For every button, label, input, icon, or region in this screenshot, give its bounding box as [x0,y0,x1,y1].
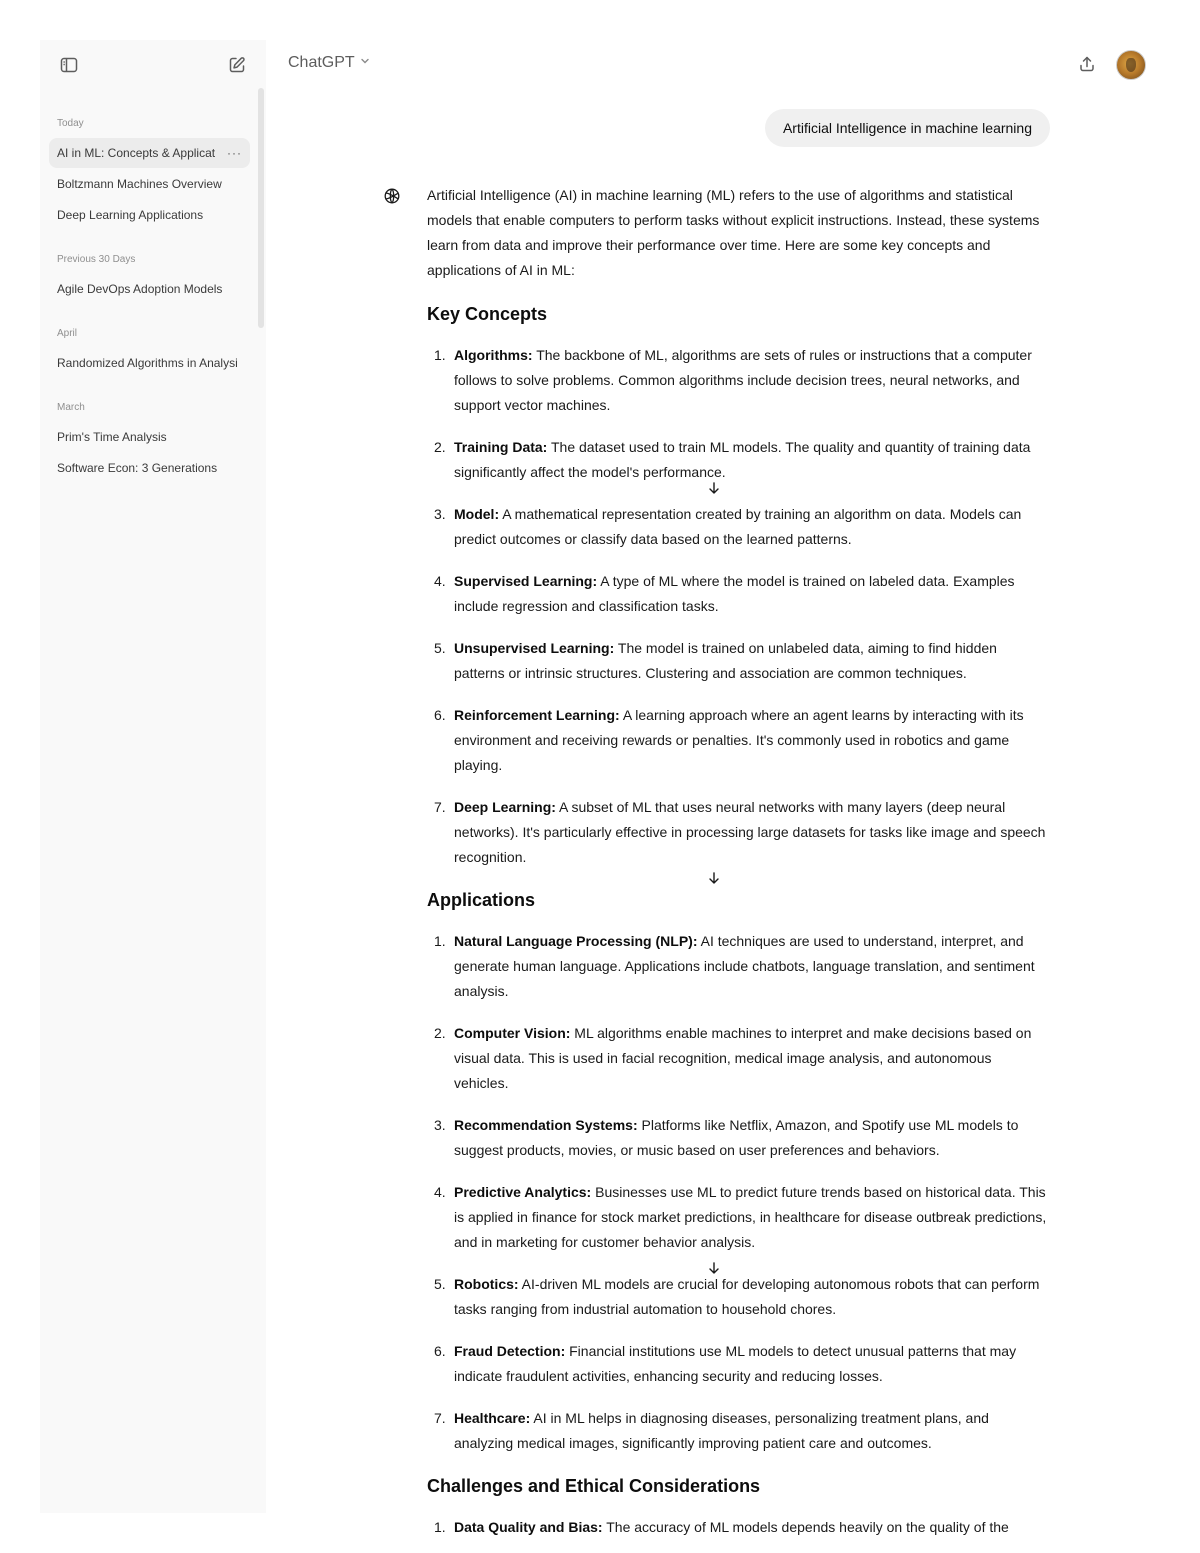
share-icon[interactable] [1076,53,1098,75]
list-number: 5. [434,640,446,656]
chevron-down-icon [359,54,371,72]
list-item [427,569,1047,619]
challenges-list [427,1515,1047,1540]
list-item [427,1021,1047,1096]
list-text: Platforms like Netflix, Amazon, and Spotify use ML models to suggest products, movies, or music based on user preferences and behaviors. [454,1117,1019,1158]
history-item-label: Prim's Time Analysis [57,430,167,444]
list-item [427,435,1047,485]
list-number: 1. [434,933,446,949]
list-term: Deep Learning: [454,799,556,815]
answer-intro: Artificial Intelligence (AI) in machine learning (ML) refers to the use of algorithms and statistical models that enable computers to perform tasks without explicit instructions. Instead, these systems learn from data and improve their performance over time. Here are some key concepts and applications of AI in ML: [427,187,1040,278]
list-number: 4. [434,573,446,589]
list-term: Model: [454,506,500,522]
sidebar-toggle-icon[interactable] [58,54,80,76]
list-term: Algorithms: [454,347,533,363]
list-term: Supervised Learning: [454,573,598,589]
history-item-label: AI in ML: Concepts & Applicat [57,146,216,160]
list-number: 3. [434,1117,446,1133]
chat-history [49,116,250,484]
history-item-label: Software Econ: 3 Generations [57,461,218,475]
history-item[interactable] [49,422,250,452]
list-text: AI in ML helps in diagnosing diseases, personalizing treatment plans, and analyzing medical images, significantly improving patient care and outcomes. [454,1410,989,1451]
list-text: The dataset used to train ML models. The quality and quantity of training data significantly affect the model's performance. [454,439,1031,480]
sidebar-toolbar [58,54,248,76]
list-text: The backbone of ML, algorithms are sets of rules or instructions that a computer follows to solve problems. Common algorithms include decision trees, neural networks, and support vector machines. [454,347,1032,413]
list-number: 5. [434,1276,446,1292]
section-heading: Applications [427,890,536,910]
list-term: Healthcare: [454,1410,531,1426]
section-heading: Challenges and Ethical Considerations [427,1476,761,1496]
list-item [427,795,1047,870]
section-heading: Key Concepts [427,304,548,324]
model-selector[interactable] [288,54,371,72]
list-text: A mathematical representation created by training an algorithm on data. Models can predict outcomes or classify data based on the learned patterns. [454,506,1022,547]
list-number: 2. [434,439,446,455]
list-term: Computer Vision: [454,1025,571,1041]
list-text: AI techniques are used to understand, interpret, and generate human language. Applications include chatbots, language translation, and sentiment analysis. [454,933,1035,999]
list-item [427,1113,1047,1163]
list-item [427,343,1047,418]
history-item[interactable] [49,200,250,230]
list-number: 6. [434,1343,446,1359]
list-item [427,636,1047,686]
list-term: Data Quality and Bias: [454,1519,603,1535]
key-concepts-list [427,343,1047,870]
list-item [427,1272,1047,1322]
new-chat-icon[interactable] [226,54,248,76]
list-text: Financial institutions use ML models to detect unusual patterns that may indicate fraudulent activities, enhancing security and reducing losses. [454,1343,1017,1384]
list-item [427,929,1047,1004]
list-term: Fraud Detection: [454,1343,566,1359]
sidebar [40,40,266,1513]
list-text: The accuracy of ML models depends heavily on the quality of the [602,1519,1009,1535]
list-number: 6. [434,707,446,723]
history-item-label: Randomized Algorithms in Analysi [57,356,238,370]
history-item-label: Agile DevOps Adoption Models [57,282,223,296]
more-options-icon[interactable]: ··· [227,146,242,160]
applications-list [427,929,1047,1456]
history-group-title: Today [57,118,84,129]
list-item [427,703,1047,778]
list-term: Recommendation Systems: [454,1117,638,1133]
model-name-label: ChatGPT [288,54,355,71]
list-item [427,502,1047,552]
arrow-down-icon[interactable] [706,870,722,886]
history-item-label: Deep Learning Applications [57,208,204,222]
list-text: ML algorithms enable machines to interpret and make decisions based on visual data. This is used in facial recognition, medical image analysis, and autonomous vehicles. [454,1025,1032,1091]
history-group-title: Previous 30 Days [57,254,136,265]
openai-logo-icon [382,186,402,206]
list-text: A type of ML where the model is trained on labeled data. Examples include regression and classification tasks. [454,573,1015,614]
list-term: Training Data: [454,439,548,455]
history-item[interactable] [49,169,250,199]
assistant-message [427,183,1047,1553]
list-item [427,1339,1047,1389]
list-item [427,1406,1047,1456]
history-item-active[interactable] [49,138,250,168]
list-term: Robotics: [454,1276,519,1292]
history-item[interactable] [49,348,250,378]
history-item[interactable] [49,274,250,304]
history-item[interactable] [49,453,250,483]
list-text: The model is trained on unlabeled data, aiming to find hidden patterns or intrinsic structures. Clustering and association are common techniques. [454,640,997,681]
list-number: 4. [434,1184,446,1200]
list-text: AI-driven ML models are crucial for developing autonomous robots that can perform tasks ranging from industrial automation to household chores. [454,1276,1040,1317]
list-number: 2. [434,1025,446,1041]
list-text: Businesses use ML to predict future trends based on historical data. This is applied in finance for stock market predictions, in healthcare for disease outbreak predictions, and in marketing for customer behavior analysis. [454,1184,1047,1250]
list-item [427,1515,1047,1540]
list-number: 1. [434,347,446,363]
avatar[interactable] [1116,50,1146,80]
history-group-title: April [57,328,78,339]
list-number: 7. [434,799,446,815]
arrow-down-icon[interactable] [706,1260,722,1276]
list-item [427,1180,1047,1255]
list-text: A subset of ML that uses neural networks with many layers (deep neural networks). It's particularly effective in processing large datasets for tasks like image and speech recognition. [454,799,1046,865]
list-number: 1. [434,1519,446,1535]
list-term: Unsupervised Learning: [454,640,615,656]
user-message: Artificial Intelligence in machine learning [765,109,1050,147]
sidebar-scrollbar[interactable] [258,88,264,328]
arrow-down-icon[interactable] [706,480,722,496]
top-bar [266,40,1160,88]
list-term: Natural Language Processing (NLP): [454,933,698,949]
history-group-title: March [57,402,85,413]
list-term: Predictive Analytics: [454,1184,592,1200]
list-term: Reinforcement Learning: [454,707,620,723]
history-item-label: Boltzmann Machines Overview [57,177,222,191]
list-number: 7. [434,1410,446,1426]
list-number: 3. [434,506,446,522]
list-text: A learning approach where an agent learns by interacting with its environment and receiving rewards or penalties. It's commonly used in robotics and game playing. [454,707,1024,773]
